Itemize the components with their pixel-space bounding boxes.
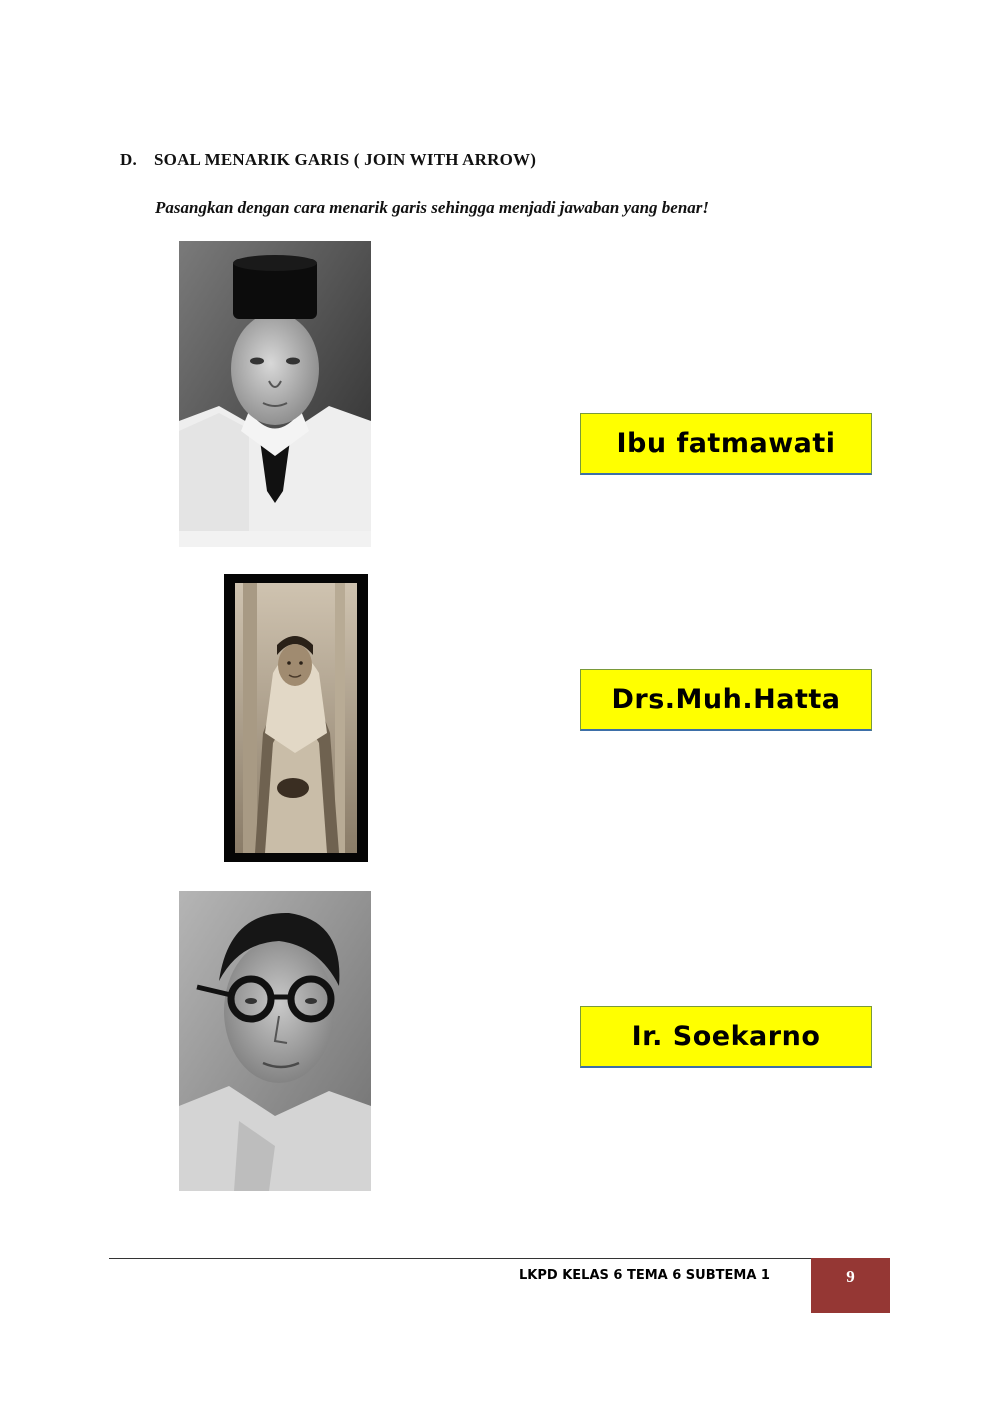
photo-hatta[interactable] xyxy=(179,891,371,1191)
portrait-man-glasses-photo xyxy=(179,891,371,1191)
section-heading xyxy=(120,150,536,170)
answer-box-hatta[interactable]: Drs.Muh.Hatta xyxy=(580,669,872,731)
instruction-text: Pasangkan dengan cara menarik garis sehingga menjadi jawaban yang benar! xyxy=(155,198,710,217)
footer-label: LKPD KELAS 6 TEMA 6 SUBTEMA 1 xyxy=(519,1268,770,1283)
page-number: 9 xyxy=(846,1267,855,1286)
page-number-badge xyxy=(811,1258,890,1313)
photo-soekarno[interactable] xyxy=(179,241,371,547)
section-title: SOAL MENARIK GARIS ( JOIN WITH ARROW) xyxy=(154,150,537,169)
photo-fatmawati[interactable] xyxy=(224,574,368,862)
portrait-man-peci-uniform-photo xyxy=(179,241,371,547)
section-number: D. xyxy=(120,150,137,169)
footer-divider xyxy=(109,1258,811,1259)
portrait-woman-headscarf-photo xyxy=(235,583,357,853)
answer-box-soekarno[interactable]: Ir. Soekarno xyxy=(580,1006,872,1068)
answer-box-fatmawati[interactable]: Ibu fatmawati xyxy=(580,413,872,475)
